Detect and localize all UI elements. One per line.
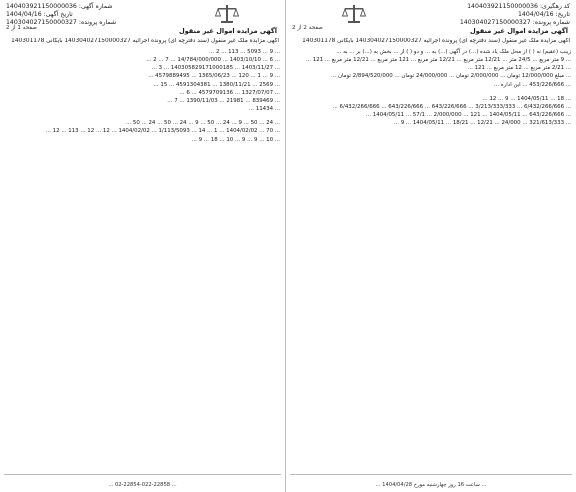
footer-divider: [4, 474, 281, 475]
page-footer: ... ساعت 16 روز چهارشنبه مورخ 1404/04/28 ...: [375, 482, 487, 488]
file-number-value: 140304027150000327: [459, 19, 531, 27]
ad-number-value: 140403921150000036: [6, 3, 77, 10]
file-number-label: شماره پرونده: [534, 19, 570, 27]
paragraph: ... 1327/07/07 ... 4579709136 ... 6 ...: [179, 89, 280, 96]
page-footer: ... 02-22854-022-22858 ...: [108, 482, 177, 488]
paragraph: ... 453/226/666 ... این اداره ...: [493, 81, 571, 88]
ad-number-label: شماره آگهی: [80, 3, 113, 10]
paragraph: ... 9 ... 5093 ... 113 ... 2 ...: [209, 49, 280, 55]
paragraph: ... 643/226/666 ... 1404/05/11 ... 121 ... 2/000/000 ... 57/1 ... 1404/05/11 ...: [365, 112, 571, 119]
paragraph: ... 18 ... 1404/05/11 ... 9 ... 12 ...: [482, 95, 571, 102]
paragraph: ... 2569 ... 1380/11/21 ... 4591304381 ... 15 ...: [153, 81, 280, 88]
paragraph: ... 10 ... 9 ... 9 ... 10 ... 18 ... 9 ...: [191, 136, 280, 143]
case-reference-line: آگهی مزایده ملک غیر منقول (سند دفترچه ای) پرونده اجرائیه 140304027150000327 بایگانی 140301178: [302, 38, 570, 44]
date-value: 1404/04/16: [517, 11, 554, 19]
tracking-label: کد رهگیری: [542, 3, 570, 10]
ad-date-value: 1404/04/16: [6, 11, 42, 19]
date-label: تاریخ: [557, 11, 570, 19]
paragraph: ... 839469 ... 21981 ... 1390/11/03 ... 7 ...: [167, 97, 280, 104]
paragraph: ... 70 ... 1404/02/02 ... 1 ... 14 ... 1/113/5093 ... 1404/02/02 ... 12 ... 12 ... 113 ... 12 ...: [45, 128, 280, 135]
page-number: صفحه 1 از 2: [6, 25, 37, 31]
tracking-value: 140403921150000036: [467, 3, 538, 10]
judiciary-emblem-icon: [215, 3, 239, 26]
paragraph: ... 1403/11/27 ... 140305829171000185 ... 3 ...: [151, 65, 280, 72]
page-number: صفحه 2 از 2: [292, 25, 323, 31]
footer-divider: [290, 474, 572, 475]
paragraph: ... 6 ... 1403/10/10 ... 14/784/000/000 ... 7 ... 2 ...: [146, 57, 280, 64]
case-reference-line: آگهی مزایده ملک غیر منقول (سند دفترچه ای) پرونده اجرائیه 140304027150000327 بایگانی 140301178: [11, 38, 279, 44]
paragraph: ... 24 ... 50 ... 9 ... 24 ... 50 ... 9 ... 24 ... 50 ... 24 ... 50 ...: [125, 120, 280, 127]
paragraph: زینب (عقیم) نه ( ) از محل ملک یاد شده (...) در آگهی (...) به ... و دو ( ) از ... بخش به (...) بر ... به ...: [336, 49, 571, 55]
file-number-label: شماره پرونده: [80, 19, 117, 27]
document-page-right: [285, 0, 576, 492]
notice-title: آگهی مزایده اموال غیر منقول: [178, 27, 277, 35]
header-meta: کد رهگیری: 140403921150000036 تاریخ: 1404/04/16 شماره پرونده: 140304027150000327: [459, 3, 570, 27]
paragraph: ... 321/613/333 ... 24/000 ... 12/21 ... 18/21 ... 1404/05/11 ... 9 ...: [393, 120, 571, 127]
paragraph: ... 2/21 متر مربع ... 12 متر مربع ... 121 ...: [467, 65, 571, 72]
notice-title: آگهی مزایده اموال غیر منقول: [469, 27, 568, 35]
paragraph: ... 11434 ...: [248, 106, 280, 113]
notice-body: [5, 48, 280, 144]
notice-body: [291, 48, 571, 127]
ad-date-label: تاریخ آگهی: [45, 11, 73, 19]
file-number-value: 140304027150000327: [6, 19, 77, 27]
paragraph: ... 9 متر مربع ... 24/5 متر ... 12/21 متر مربع ... 12/21 متر مربع ... 121 متر مربع ... 12/21 متر مربع ... 121 ...: [305, 57, 571, 64]
header-meta: شماره آگهی: 140403921150000036 تاریخ آگهی: 1404/04/16 شماره پرونده: 140304027150000327: [6, 3, 117, 27]
paragraph: ... 6/432/266/666 ... 3/213/333/333 ... 643/226/666 ... 643/226/666 ... 6/432/266/666 ...: [332, 103, 571, 110]
paragraph: ... مبلغ 12/000/000 تومان ... 2/000/000 تومان ... 24/000/000 تومان ... 2/894/520/000 تومان ...: [331, 73, 571, 80]
paragraph: ... 9 ... 1 ... 120 ... 1365/06/23 ... 4579889495 ...: [148, 73, 280, 80]
judiciary-emblem-icon: [342, 3, 366, 26]
document-page-left: [0, 0, 285, 492]
